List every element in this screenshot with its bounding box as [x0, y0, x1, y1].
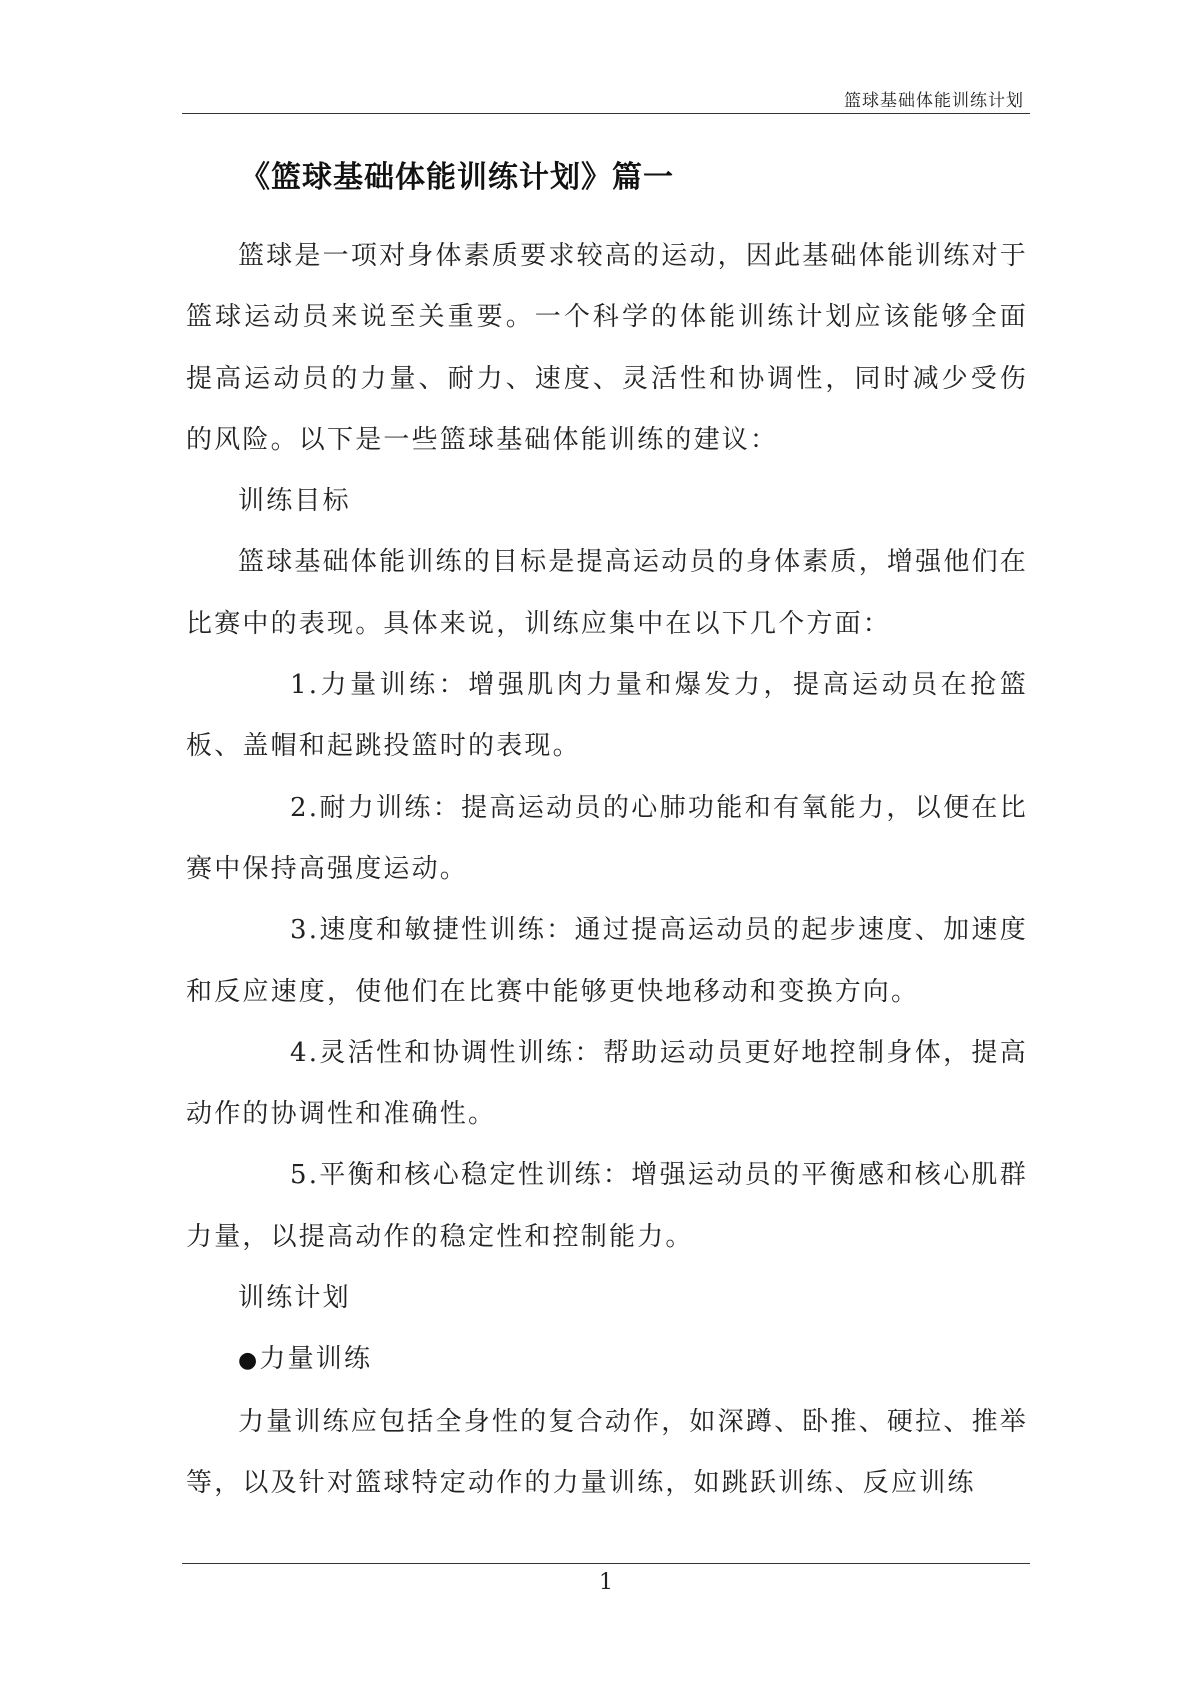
page-number: 1 — [599, 1570, 613, 1595]
document-title: 《篮球基础体能训练计划》篇一 — [240, 160, 674, 195]
goal-item-flexibility-coordination: 4.灵活性和协调性训练：帮助运动员更好地控制身体，提高动作的协调性和准确性。 — [186, 1037, 1028, 1130]
goal-item-speed-agility: 3.速度和敏捷性训练：通过提高运动员的起步速度、加速度和反应速度，使他们在比赛中能够更快地移动和变换方向。 — [186, 915, 1028, 1007]
running-header: 篮球基础体能训练计划 — [844, 91, 1024, 111]
intro-paragraph: 篮球是一项对身体素质要求较高的运动，因此基础体能训练对于篮球运动员来说至关重要。一个科学的体能训练计划应该能够全面提高运动员的力量、耐力、速度、灵活性和协调性，同时减少受伤的风险。以下是一些篮球基础体能训练的建议： — [186, 241, 1028, 455]
section-heading-goal: 训练目标 — [238, 486, 351, 517]
header-divider — [182, 113, 1030, 114]
plan-bullet-label: 力量训练 — [259, 1344, 373, 1375]
document-body — [186, 226, 1028, 1514]
plan-paragraph: 力量训练应包括全身性的复合动作，如深蹲、卧推、硬拉、推举等，以及针对篮球特定动作的力量训练，如跳跃训练、反应训练 — [186, 1406, 1028, 1498]
goal-item-endurance: 2.耐力训练：提高运动员的心肺功能和有氧能力，以便在比赛中保持高强度运动。 — [186, 792, 1028, 884]
section-heading-plan: 训练计划 — [238, 1283, 351, 1314]
plan-bullet-item — [186, 1329, 1028, 1391]
bullet-dot-icon: ● — [238, 1348, 260, 1374]
goal-item-strength: 1.力量训练：增强肌肉力量和爆发力，提高运动员在抢篮板、盖帽和起跳投篮时的表现。 — [186, 670, 1028, 762]
footer-divider — [182, 1563, 1030, 1564]
goal-item-balance-core: 5.平衡和核心稳定性训练：增强运动员的平衡感和核心肌群力量，以提高动作的稳定性和控制能力。 — [186, 1160, 1028, 1252]
goal-paragraph: 篮球基础体能训练的目标是提高运动员的身体素质，增强他们在比赛中的表现。具体来说，训练应集中在以下几个方面： — [186, 547, 1028, 639]
